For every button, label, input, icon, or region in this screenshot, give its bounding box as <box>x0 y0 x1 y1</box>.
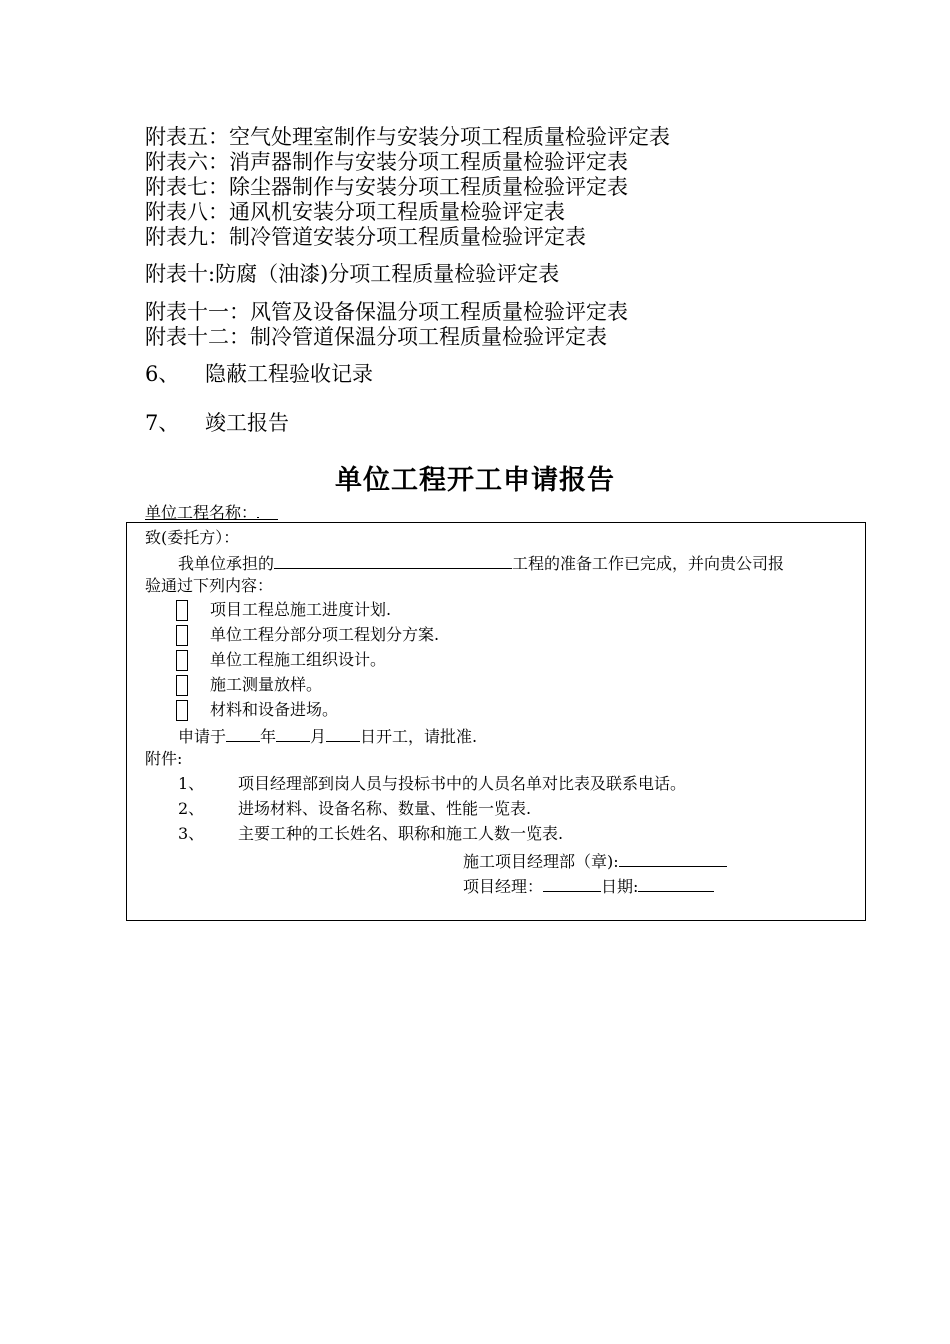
attachment-number: 2、 <box>178 799 205 818</box>
checkbox[interactable] <box>176 650 188 671</box>
year-field[interactable] <box>226 725 260 742</box>
appendix-item-10: 附表十:防腐（油漆)分项工程质量检验评定表 <box>145 262 560 286</box>
intro-text-1: 我单位承担的 <box>178 554 275 573</box>
appendix-item-5: 附表五：空气处理室制作与安装分项工程质量检验评定表 <box>145 125 670 149</box>
checklist-label: 施工测量放样。 <box>210 675 323 694</box>
attachment-number: 1、 <box>178 774 205 793</box>
section-number: 7、 <box>145 411 180 435</box>
section-7 <box>145 411 289 436</box>
dept-signature-line <box>463 850 727 872</box>
section-text: 竣工报告 <box>205 411 289 435</box>
checklist-label: 材料和设备进场。 <box>210 700 339 719</box>
appendix-item-6: 附表六：消声器制作与安装分项工程质量检验评定表 <box>145 150 628 174</box>
checklist-label: 单位工程施工组织设计。 <box>210 650 387 669</box>
section-6 <box>145 362 373 387</box>
attachments-label: 附件: <box>145 749 183 768</box>
intro-text-2: 工程的准备工作已完成，并向贵公司报 <box>512 554 785 573</box>
manager-field[interactable] <box>543 875 601 892</box>
checkbox[interactable] <box>176 675 188 696</box>
checkbox[interactable] <box>176 700 188 721</box>
day-suffix: 日开工，请批准. <box>360 727 478 746</box>
month-label: 月 <box>310 727 327 746</box>
checklist-item[interactable] <box>176 700 338 721</box>
project-name-label: 单位工程名称： <box>145 503 258 522</box>
checkbox[interactable] <box>176 625 188 646</box>
checklist-item[interactable] <box>176 675 322 696</box>
apply-prefix: 申请于 <box>178 727 227 746</box>
intro-line <box>178 552 784 574</box>
apply-date-line <box>178 725 477 747</box>
attachment-item <box>178 799 531 819</box>
attachment-item <box>178 774 686 794</box>
appendix-item-7: 附表七：除尘器制作与安装分项工程质量检验评定表 <box>145 175 628 199</box>
section-text: 隐蔽工程验收记录 <box>205 362 373 386</box>
appendix-item-11: 附表十一：风管及设备保温分项工程质量检验评定表 <box>145 300 628 324</box>
section-number: 6、 <box>145 362 180 386</box>
attachment-item <box>178 824 563 844</box>
dept-seal-field[interactable] <box>619 850 727 867</box>
dept-label: 施工项目经理部（章): <box>463 852 619 871</box>
project-blank-field[interactable] <box>274 552 512 569</box>
month-field[interactable] <box>276 725 310 742</box>
checklist-item[interactable] <box>176 625 439 646</box>
project-name-field[interactable] <box>257 501 259 518</box>
checklist-item[interactable] <box>176 600 391 621</box>
year-label: 年 <box>260 727 277 746</box>
checkbox[interactable] <box>176 600 188 621</box>
attachment-text: 项目经理部到岗人员与投标书中的人员名单对比表及联系电话。 <box>238 774 687 793</box>
day-field[interactable] <box>326 725 360 742</box>
to-label: 致(委托方）： <box>145 528 240 547</box>
appendix-item-12: 附表十二：制冷管道保温分项工程质量检验评定表 <box>145 325 607 349</box>
checklist-label: 项目工程总施工进度计划. <box>210 600 392 619</box>
attachment-text: 进场材料、设备名称、数量、性能一览表. <box>238 799 532 818</box>
report-title: 单位工程开工申请报告 <box>335 465 615 496</box>
checklist-item[interactable] <box>176 650 386 671</box>
appendix-item-9: 附表九：制冷管道安装分项工程质量检验评定表 <box>145 225 586 249</box>
intro-line-2: 验通过下列内容： <box>145 576 274 595</box>
attachment-text: 主要工种的工长姓名、职称和施工人数一览表. <box>238 824 564 843</box>
appendix-item-8: 附表八：通风机安装分项工程质量检验评定表 <box>145 200 565 224</box>
date-label: 日期: <box>601 877 639 896</box>
manager-label: 项目经理： <box>463 877 544 896</box>
project-name-underline <box>145 519 278 520</box>
attachment-number: 3、 <box>178 824 205 843</box>
checklist-label: 单位工程分部分项工程划分方案. <box>210 625 440 644</box>
date-field[interactable] <box>638 875 714 892</box>
manager-signature-line <box>463 875 714 897</box>
